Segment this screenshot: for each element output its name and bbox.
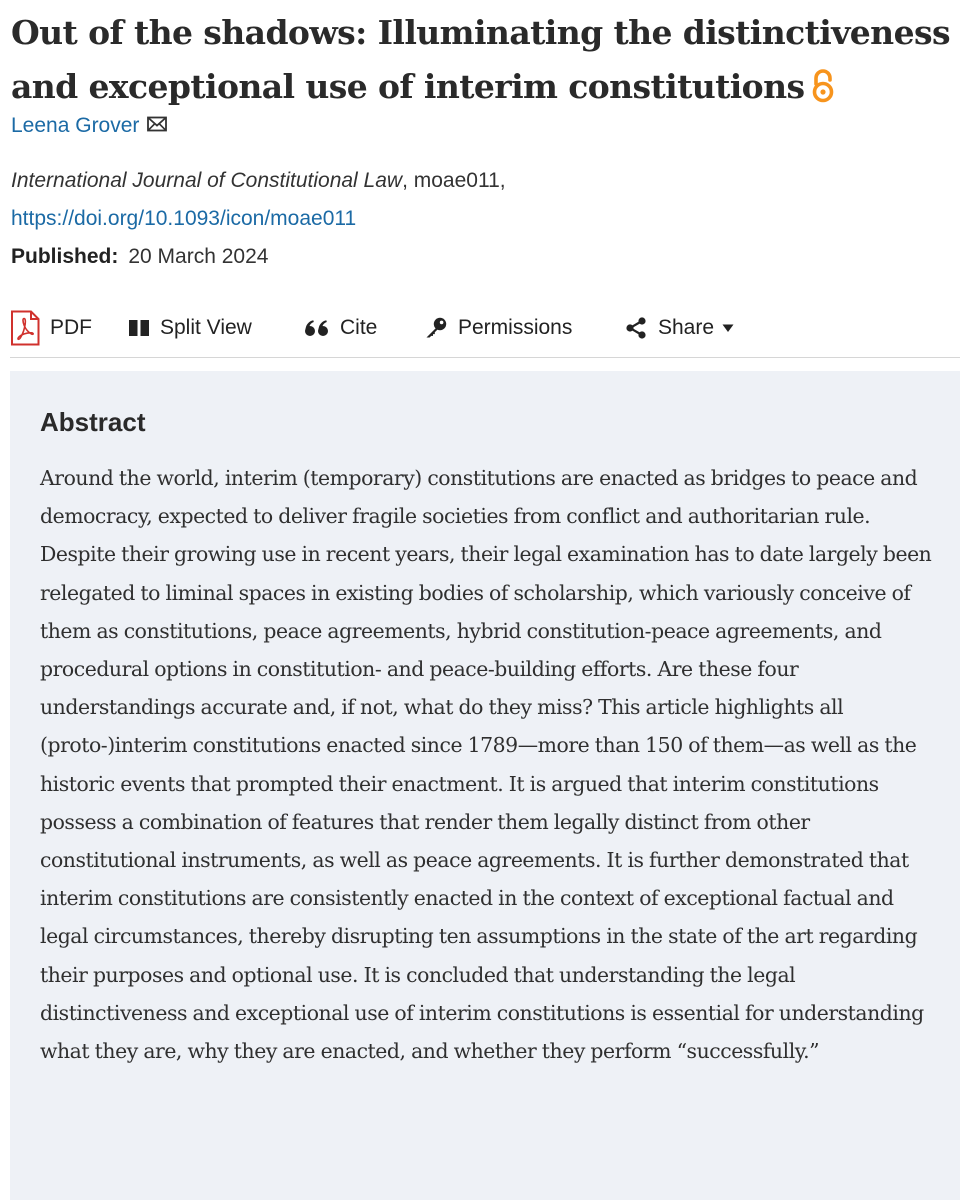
doi-link[interactable]: https://doi.org/10.1093/icon/moae011 bbox=[11, 207, 357, 230]
cite-button[interactable] bbox=[304, 308, 424, 348]
journal-name: International Journal of Constitutional Law bbox=[11, 169, 403, 192]
permissions-label: Permissions bbox=[458, 316, 573, 339]
cite-label: Cite bbox=[340, 316, 378, 339]
article-toolbar bbox=[10, 308, 960, 348]
envelope-icon[interactable] bbox=[147, 114, 167, 138]
toolbar-divider bbox=[10, 357, 960, 358]
quote-icon bbox=[304, 319, 330, 337]
share-dropdown[interactable] bbox=[624, 308, 734, 348]
permissions-button[interactable] bbox=[424, 308, 624, 348]
split-view-button[interactable] bbox=[128, 308, 304, 348]
published-row bbox=[11, 242, 268, 272]
split-view-label: Split View bbox=[160, 316, 252, 339]
article-title bbox=[11, 6, 966, 119]
abstract-section bbox=[10, 371, 960, 1200]
author-link[interactable]: Leena Grover bbox=[11, 114, 140, 137]
pdf-label: PDF bbox=[50, 316, 92, 339]
abstract-heading: Abstract bbox=[40, 407, 146, 437]
article-title-text: Out of the shadows: Illuminating the distinctiveness and exceptional use of interim constitutions bbox=[11, 13, 950, 106]
key-icon bbox=[424, 316, 448, 340]
open-access-lock-icon bbox=[810, 65, 836, 119]
doi-row bbox=[11, 204, 356, 234]
share-icon bbox=[624, 316, 648, 340]
share-label: Share bbox=[658, 316, 715, 339]
abstract-text: Around the world, interim (temporary) constitutions are enacted as bridges to peace and democracy, expected to deliver fragile societies from conflict and authoritarian rule. Despite their growing use in recent years, their legal examination has to date largely been relegated to liminal spaces in existing bodies of scholarship, which variously conceive of them as constitutions, peace agreements, hybrid constitution-peace agreements, and procedural options in constitution- and peace-building efforts. Are these four understandings accurate and, if not, what do they miss? This article highlights all (proto-)interim constitutions enacted since 1789—more than 150 of them—as well as the historic events that prompted their enactment. It is argued that interim constitutions possess a combination of features that render them legally distinct from other constitutional instruments, as well as peace agreements. It is further demonstrated that interim constitutions are consistently enacted in the context of exceptional factual and legal circumstances, thereby disrupting ten assumptions in the state of the art regarding their purposes and optional use. It is concluded that understanding the legal distinctiveness and exceptional use of interim constitutions is essential for understanding what they are, why they are enacted, and whether they perform “successfully.” bbox=[40, 466, 932, 1064]
published-date: 20 March 2024 bbox=[128, 245, 269, 268]
author-row bbox=[11, 111, 167, 141]
pdf-button[interactable] bbox=[10, 308, 128, 348]
article-id: , moae011, bbox=[402, 169, 506, 192]
published-label: Published: bbox=[11, 245, 119, 268]
pdf-icon bbox=[10, 310, 40, 346]
journal-citation bbox=[11, 166, 506, 196]
caret-down-icon bbox=[722, 323, 734, 333]
split-view-icon bbox=[128, 319, 150, 337]
